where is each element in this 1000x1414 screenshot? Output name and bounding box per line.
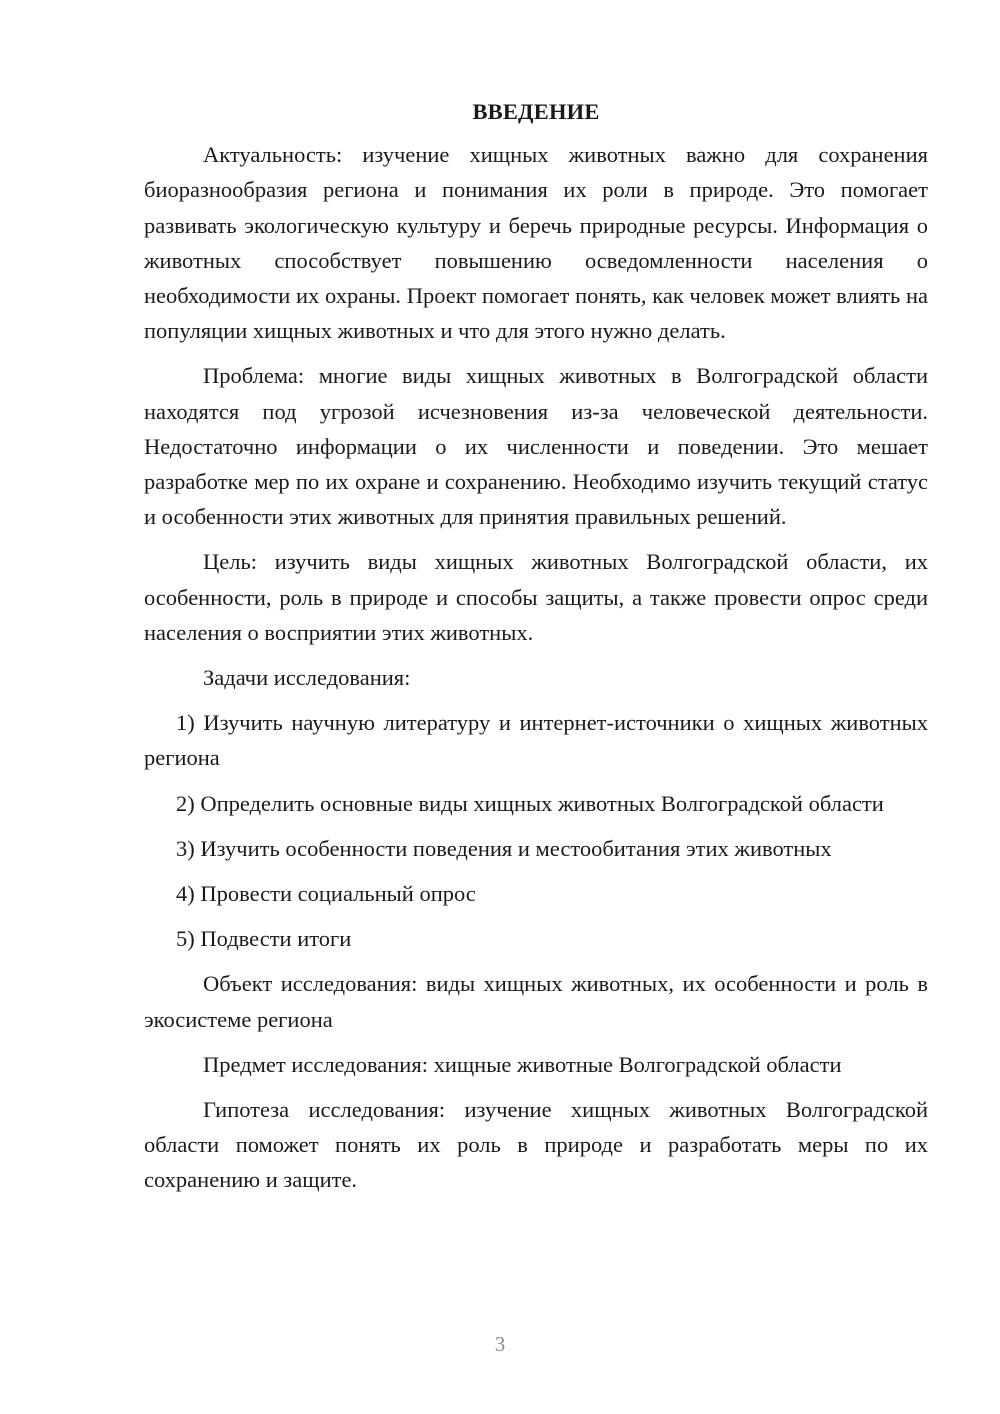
task-item-5: 5) Подвести итоги	[176, 926, 352, 952]
task-item-1: 1) Изучить научную литературу и интернет-источники о хищных животных региона	[144, 710, 928, 771]
goal-paragraph: Цель: изучить виды хищных животных Волгоградской области, их особенности, роль в природе и способы защиты, а также провести опрос среди населения о восприятии этих животных.	[144, 549, 928, 645]
task-item-4: 4) Провести социальный опрос	[176, 881, 476, 907]
task-item-3: 3) Изучить особенности поведения и местообитания этих животных	[176, 835, 832, 861]
page-number: 3	[494, 1332, 506, 1356]
section-heading: ВВЕДЕНИЕ	[472, 99, 600, 124]
tasks-title: Задачи исследования:	[203, 665, 411, 691]
tasks-list	[144, 705, 928, 956]
hypothesis-paragraph: Гипотеза исследования: изучение хищных животных Волгоградской области поможет понять их роль в природе и разработать меры по их сохранению и защите.	[144, 1097, 928, 1193]
relevance-paragraph: Актуальность: изучение хищных животных важно для сохранения биоразнообразия региона и понимания их роли в природе. Это помогает развивать экологическую культуру и беречь природные ресурсы. Информация о животных способствует повышению осведомленности населения о необходимости их охраны. Проект помогает понять, как человек может влиять на популяции хищных животных и что для этого нужно делать.	[144, 142, 928, 344]
subject-paragraph: Предмет исследования: хищные животные Волгоградской области	[203, 1051, 842, 1077]
task-item-2: 2) Определить основные виды хищных животных Волгоградской области	[176, 790, 884, 816]
document-page	[144, 94, 928, 1208]
problem-paragraph: Проблема: многие виды хищных животных в Волгоградской области находятся под угрозой исчезновения из-за человеческой деятельности. Недостаточно информации о их численности и поведении. Это мешает разработке мер по их охране и сохранению. Необходимо изучить текущий статус и особенности этих животных для принятия правильных решений.	[144, 363, 928, 530]
object-paragraph: Объект исследования: виды хищных животных, их особенности и роль в экосистеме региона	[144, 971, 928, 1032]
